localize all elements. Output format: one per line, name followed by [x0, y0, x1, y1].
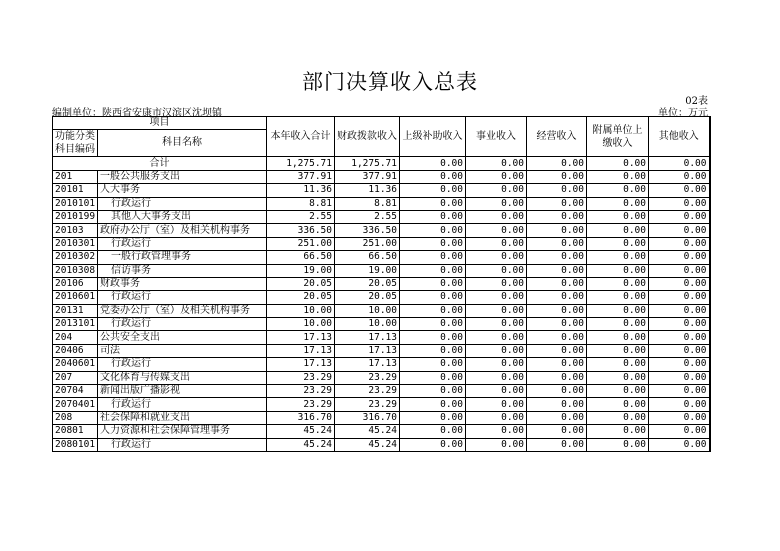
amount-cell: 0.00: [400, 264, 466, 277]
amount-cell: 0.00: [466, 304, 527, 317]
amount-cell: 0.00: [527, 304, 587, 317]
amount-cell: 10.00: [267, 318, 335, 331]
table-row: [53, 371, 710, 384]
table-row: [53, 277, 710, 290]
table-row: [53, 411, 710, 424]
amount-cell: 0.00: [466, 210, 527, 223]
amount-cell: 0.00: [400, 304, 466, 317]
amount-cell: 0.00: [400, 277, 466, 290]
subject-name: 一般公共服务支出: [98, 170, 267, 183]
amount-cell: 0.00: [587, 331, 649, 344]
subject-name: 行政运行: [98, 291, 267, 304]
amount-cell: 0.00: [587, 385, 649, 398]
amount-cell: 316.70: [267, 411, 335, 424]
table-row: [53, 170, 710, 183]
amount-cell: 23.29: [267, 385, 335, 398]
table-number: 02表: [685, 96, 708, 107]
table-row: [53, 264, 710, 277]
amount-cell: 19.00: [267, 264, 335, 277]
amount-cell: 316.70: [335, 411, 400, 424]
subject-name: 信访事务: [98, 264, 267, 277]
amount-cell: 8.81: [335, 197, 400, 210]
amount-cell: 251.00: [267, 237, 335, 250]
table-row: [53, 344, 710, 357]
subject-name: 文化体育与传媒支出: [98, 371, 267, 384]
amount-cell: 0.00: [649, 411, 710, 424]
table-row: [53, 197, 710, 210]
total-cell: 0.00: [466, 157, 527, 170]
subject-code: 201: [53, 170, 98, 183]
amount-cell: 0.00: [527, 425, 587, 438]
subject-code: 2010308: [53, 264, 98, 277]
amount-cell: 0.00: [649, 385, 710, 398]
amount-cell: 0.00: [400, 371, 466, 384]
amount-cell: 0.00: [587, 398, 649, 411]
amount-cell: 0.00: [587, 251, 649, 264]
amount-cell: 2.55: [267, 210, 335, 223]
header-business: 事业收入: [466, 117, 527, 157]
amount-cell: 0.00: [466, 358, 527, 371]
amount-cell: 0.00: [587, 304, 649, 317]
table-row: [53, 224, 710, 237]
total-row: [53, 157, 710, 170]
amount-cell: 0.00: [649, 291, 710, 304]
amount-cell: 0.00: [527, 398, 587, 411]
amount-cell: 0.00: [400, 197, 466, 210]
subject-name: 公共安全支出: [98, 331, 267, 344]
amount-cell: 0.00: [400, 398, 466, 411]
amount-cell: 0.00: [649, 277, 710, 290]
subject-name: 行政运行: [98, 318, 267, 331]
amount-cell: 0.00: [527, 344, 587, 357]
amount-cell: 0.00: [649, 224, 710, 237]
table-row: [53, 398, 710, 411]
header-affiliate: 附属单位上缴收入: [587, 117, 649, 157]
amount-cell: 0.00: [649, 264, 710, 277]
table-row: [53, 425, 710, 438]
amount-cell: 0.00: [587, 264, 649, 277]
amount-cell: 17.13: [335, 358, 400, 371]
amount-cell: 0.00: [649, 358, 710, 371]
subject-code: 20103: [53, 224, 98, 237]
table-row: [53, 237, 710, 250]
amount-cell: 20.05: [267, 291, 335, 304]
amount-cell: 20.05: [267, 277, 335, 290]
total-cell: 1,275.71: [267, 157, 335, 170]
amount-cell: 0.00: [466, 291, 527, 304]
amount-cell: 23.29: [335, 398, 400, 411]
header-operating: 经营收入: [527, 117, 587, 157]
amount-cell: 0.00: [587, 344, 649, 357]
subject-name: 政府办公厅（室）及相关机构事务: [98, 224, 267, 237]
amount-cell: 17.13: [335, 344, 400, 357]
amount-cell: 0.00: [527, 224, 587, 237]
header-fiscal: 财政拨款收入: [335, 117, 400, 157]
total-label: 合计: [53, 157, 267, 170]
amount-cell: 0.00: [527, 264, 587, 277]
subject-code: 2013101: [53, 318, 98, 331]
subject-name: 行政运行: [98, 438, 267, 451]
header-name: 科目名称: [98, 130, 267, 157]
subject-code: 2040601: [53, 358, 98, 371]
subject-code: 20406: [53, 344, 98, 357]
subject-name: 社会保障和就业支出: [98, 411, 267, 424]
subject-name: 司法: [98, 344, 267, 357]
amount-cell: 0.00: [649, 425, 710, 438]
amount-cell: 0.00: [587, 184, 649, 197]
amount-cell: 10.00: [267, 304, 335, 317]
amount-cell: 10.00: [335, 304, 400, 317]
amount-cell: 0.00: [527, 210, 587, 223]
header-other: 其他收入: [649, 117, 710, 157]
table-row: [53, 291, 710, 304]
amount-cell: 0.00: [400, 224, 466, 237]
subject-name: 行政运行: [98, 197, 267, 210]
amount-cell: 0.00: [649, 210, 710, 223]
amount-cell: 0.00: [649, 371, 710, 384]
amount-cell: 336.50: [335, 224, 400, 237]
amount-cell: 0.00: [527, 251, 587, 264]
amount-cell: 0.00: [587, 210, 649, 223]
amount-cell: 0.00: [400, 385, 466, 398]
income-summary-table: [52, 116, 711, 452]
subject-name: 新闻出版广播影视: [98, 385, 267, 398]
amount-cell: 0.00: [400, 170, 466, 183]
amount-cell: 0.00: [466, 344, 527, 357]
amount-cell: 0.00: [466, 371, 527, 384]
table-row: [53, 251, 710, 264]
subject-code: 2010302: [53, 251, 98, 264]
amount-cell: 0.00: [400, 184, 466, 197]
amount-cell: 0.00: [466, 237, 527, 250]
subject-code: 20801: [53, 425, 98, 438]
amount-cell: 0.00: [527, 318, 587, 331]
amount-cell: 66.50: [267, 251, 335, 264]
amount-cell: 20.05: [335, 277, 400, 290]
header-code: 功能分类科目编码: [53, 130, 98, 157]
amount-cell: 17.13: [335, 331, 400, 344]
amount-cell: 0.00: [400, 358, 466, 371]
amount-cell: 0.00: [527, 291, 587, 304]
amount-cell: 0.00: [466, 170, 527, 183]
amount-cell: 0.00: [527, 438, 587, 451]
amount-cell: 0.00: [587, 224, 649, 237]
subject-code: 2010301: [53, 237, 98, 250]
amount-cell: 0.00: [466, 331, 527, 344]
amount-cell: 0.00: [649, 318, 710, 331]
amount-cell: 336.50: [267, 224, 335, 237]
amount-cell: 0.00: [466, 398, 527, 411]
amount-cell: 10.00: [335, 318, 400, 331]
amount-cell: 0.00: [400, 438, 466, 451]
amount-cell: 45.24: [335, 425, 400, 438]
amount-cell: 377.91: [335, 170, 400, 183]
subject-name: 党委办公厅（室）及相关机构事务: [98, 304, 267, 317]
amount-cell: 0.00: [649, 304, 710, 317]
amount-cell: 0.00: [587, 170, 649, 183]
amount-cell: 0.00: [649, 237, 710, 250]
subject-name: 其他人大事务支出: [98, 210, 267, 223]
amount-cell: 0.00: [649, 344, 710, 357]
amount-cell: 0.00: [527, 371, 587, 384]
amount-cell: 0.00: [466, 411, 527, 424]
amount-cell: 0.00: [466, 318, 527, 331]
amount-cell: 23.29: [335, 385, 400, 398]
amount-cell: 0.00: [587, 277, 649, 290]
amount-cell: 0.00: [400, 344, 466, 357]
table-row: [53, 304, 710, 317]
amount-cell: 0.00: [649, 331, 710, 344]
header-total: 本年收入合计: [267, 117, 335, 157]
amount-cell: 377.91: [267, 170, 335, 183]
amount-cell: 0.00: [466, 197, 527, 210]
subject-code: 2070401: [53, 398, 98, 411]
amount-cell: 0.00: [527, 385, 587, 398]
amount-cell: 0.00: [587, 371, 649, 384]
amount-cell: 11.36: [267, 184, 335, 197]
subject-name: 行政运行: [98, 358, 267, 371]
subject-code: 2010601: [53, 291, 98, 304]
subject-name: 财政事务: [98, 277, 267, 290]
table-row: [53, 385, 710, 398]
subject-code: 20131: [53, 304, 98, 317]
amount-cell: 23.29: [267, 398, 335, 411]
total-cell: 0.00: [649, 157, 710, 170]
amount-cell: 0.00: [587, 237, 649, 250]
total-cell: 0.00: [400, 157, 466, 170]
table-row: [53, 331, 710, 344]
subject-code: 20704: [53, 385, 98, 398]
table-row: [53, 184, 710, 197]
amount-cell: 0.00: [649, 251, 710, 264]
subject-code: 208: [53, 411, 98, 424]
amount-cell: 0.00: [527, 197, 587, 210]
amount-cell: 0.00: [587, 291, 649, 304]
amount-cell: 0.00: [587, 411, 649, 424]
amount-cell: 45.24: [335, 438, 400, 451]
amount-cell: 0.00: [527, 170, 587, 183]
amount-cell: 0.00: [527, 237, 587, 250]
amount-cell: 8.81: [267, 197, 335, 210]
header-item: 项目: [53, 117, 267, 130]
amount-cell: 0.00: [527, 277, 587, 290]
amount-cell: 45.24: [267, 438, 335, 451]
amount-cell: 17.13: [267, 344, 335, 357]
amount-cell: 0.00: [527, 411, 587, 424]
amount-cell: 66.50: [335, 251, 400, 264]
subject-name: 人力资源和社会保障管理事务: [98, 425, 267, 438]
subject-code: 20106: [53, 277, 98, 290]
amount-cell: 0.00: [466, 264, 527, 277]
subject-name: 一般行政管理事务: [98, 251, 267, 264]
amount-cell: 0.00: [587, 318, 649, 331]
amount-cell: 23.29: [267, 371, 335, 384]
amount-cell: 0.00: [527, 184, 587, 197]
amount-cell: 2.55: [335, 210, 400, 223]
amount-cell: 0.00: [400, 251, 466, 264]
subject-name: 行政运行: [98, 398, 267, 411]
header-subsidy: 上级补助收入: [400, 117, 466, 157]
amount-cell: 20.05: [335, 291, 400, 304]
amount-cell: 0.00: [400, 237, 466, 250]
amount-cell: 0.00: [466, 224, 527, 237]
subject-code: 20101: [53, 184, 98, 197]
table-row: [53, 358, 710, 371]
amount-cell: 17.13: [267, 358, 335, 371]
amount-cell: 0.00: [400, 291, 466, 304]
amount-cell: 0.00: [587, 438, 649, 451]
amount-cell: 0.00: [400, 425, 466, 438]
subject-name: 人大事务: [98, 184, 267, 197]
header-row-1: [53, 117, 710, 130]
amount-cell: 0.00: [649, 398, 710, 411]
amount-cell: 0.00: [466, 251, 527, 264]
table-row: [53, 318, 710, 331]
amount-cell: 23.29: [335, 371, 400, 384]
amount-cell: 0.00: [400, 331, 466, 344]
amount-cell: 0.00: [400, 210, 466, 223]
subject-code: 2010101: [53, 197, 98, 210]
amount-cell: 0.00: [649, 170, 710, 183]
subject-code: 207: [53, 371, 98, 384]
amount-cell: 0.00: [400, 411, 466, 424]
currency-unit: 单位：万元: [658, 108, 708, 119]
amount-cell: 0.00: [649, 197, 710, 210]
amount-cell: 17.13: [267, 331, 335, 344]
total-cell: 0.00: [527, 157, 587, 170]
report-title: 部门决算收入总表: [302, 70, 478, 94]
amount-cell: 0.00: [466, 184, 527, 197]
total-cell: 1,275.71: [335, 157, 400, 170]
subject-code: 2010199: [53, 210, 98, 223]
amount-cell: 19.00: [335, 264, 400, 277]
amount-cell: 0.00: [649, 184, 710, 197]
amount-cell: 0.00: [649, 438, 710, 451]
subject-code: 204: [53, 331, 98, 344]
amount-cell: 0.00: [466, 438, 527, 451]
amount-cell: 0.00: [527, 331, 587, 344]
amount-cell: 0.00: [587, 358, 649, 371]
subject-code: 2080101: [53, 438, 98, 451]
total-cell: 0.00: [587, 157, 649, 170]
amount-cell: 45.24: [267, 425, 335, 438]
subject-name: 行政运行: [98, 237, 267, 250]
amount-cell: 0.00: [466, 425, 527, 438]
amount-cell: 0.00: [587, 197, 649, 210]
amount-cell: 0.00: [587, 425, 649, 438]
amount-cell: 0.00: [400, 318, 466, 331]
amount-cell: 251.00: [335, 237, 400, 250]
amount-cell: 0.00: [466, 385, 527, 398]
table-row: [53, 210, 710, 223]
amount-cell: 0.00: [466, 277, 527, 290]
amount-cell: 0.00: [527, 358, 587, 371]
compiling-unit: 编制单位：陕西省安康市汉滨区沈坝镇: [52, 108, 222, 119]
amount-cell: 11.36: [335, 184, 400, 197]
table-row: [53, 438, 710, 451]
